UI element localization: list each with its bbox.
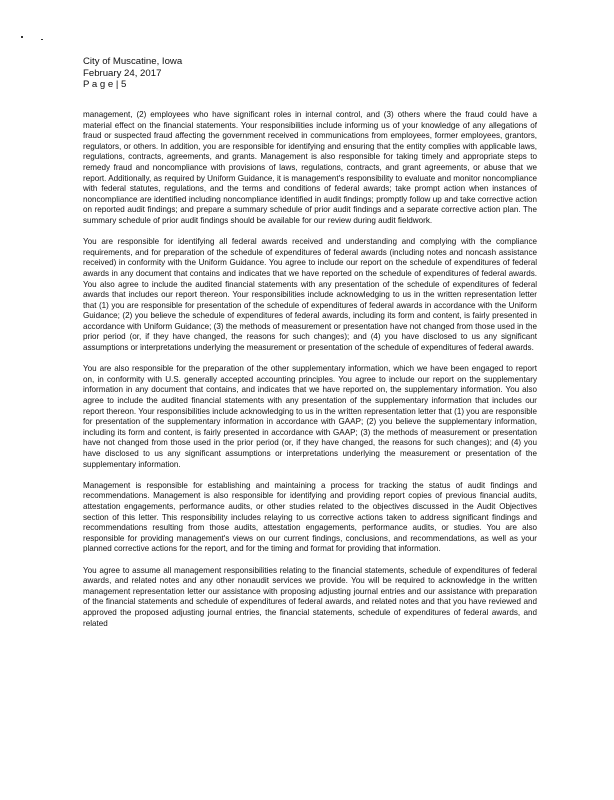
paragraph-supplementary-information: You are also responsible for the preparation of the other supplementary information, which we have been engaged to report on, in conformity with U.S. generally accepted accounting principles. You agree to include our report on the supplementary information in any document that contains, and indicates that we have reported on, the supplementary information. You also agree to include the audited financial statements with any presentation of the supplementary information that includes our report thereon. Your responsibilities include acknowledging to us in the written representation letter that (1) you are responsible for presentation of the supplementary information in accordance with GAAP; (2) you believe the supplementary information, including its form and content, is fairly presented in accordance with GAAP; (3) the methods of measurement or presentation have not changed from those used in the prior period (or, if they have changed, the reasons for such changes); and (4) you have disclosed to us any significant assumptions or interpretations underlying the measurement or presentation of the supplementary information.	[83, 364, 537, 469]
paragraph-federal-awards: You are responsible for identifying all federal awards received and understanding and complying with the compliance requirements, and for preparation of the schedule of expenditures of federal awards (including notes and noncash assistance received) in conformity with the Uniform Guidance. You agree to include our report on the schedule of expenditures of federal awards in any document that contains and indicates that we have reported on the schedule of expenditures of federal awards. You also agree to include the audited financial statements with any presentation of the schedule of expenditures of federal awards that includes our report thereon. Your responsibilities include acknowledging to us in the written representation letter that (1) you are responsible for presentation of the schedule of expenditures of federal awards in accordance with the Uniform Guidance; (2) you believe the schedule of expenditures of federal awards, including its form and content, is fairly presented in accordance with Uniform Guidance; (3) the methods of measurement or presentation have not changed from those used in the prior period (or, if they have changed, the reasons for such changes); and (4) you have disclosed to us any significant assumptions or interpretations underlying the measurement or presentation of the schedule of expenditures of federal awards.	[83, 237, 537, 353]
scan-speck	[41, 39, 43, 40]
paragraph-management-responsibilities: You agree to assume all management responsibilities relating to the financial statements, schedule of expenditures of federal awards, and related notes and any other nonaudit services we provide. You will be required to acknowledge in the written management representation letter our assistance with proposing adjusting journal entries and our assistance with preparation of the financial statements and schedule of expenditures of federal awards, and related notes and that you have reviewed and approved the proposed adjusting journal entries, the financial statements, schedule of expenditures of federal awards, and related	[83, 565, 537, 628]
paragraph-audit-findings-tracking: Management is responsible for establishing and maintaining a process for tracking the status of audit findings and recommendations. Management is also responsible for identifying and providing report copies of previous financial audits, attestation engagements, performance audits, or other studies related to the objectives discussed in the Audit Objectives section of this letter. This responsibility includes relaying to us corrective actions taken to address significant findings and recommendations resulting from those audits, attestation engagements, performance audits, or studies. You are also responsible for providing management's views on our current findings, conclusions, and recommendations, as well as your planned corrective actions for the report, and for the timing and format for providing that information.	[83, 480, 537, 554]
header-city: City of Muscatine, Iowa	[83, 56, 183, 67]
header-page-number: P a g e | 5	[83, 79, 127, 90]
letter-header	[83, 56, 182, 91]
scan-speck	[21, 36, 23, 38]
header-date: February 24, 2017	[83, 67, 162, 79]
paragraph-fraud-compliance: management, (2) employees who have significant roles in internal control, and (3) others where the fraud could have a material effect on the financial statements. Your responsibilities include informing us of your knowledge of any allegations of fraud or suspected fraud affecting the government received in communications from employees, former employees, grantors, regulators, or others. In addition, you are responsible for identifying and ensuring that the entity complies with applicable laws, regulations, contracts, agreements, and grants. Management is also responsible for taking timely and appropriate steps to remedy fraud and noncompliance with provisions of laws, regulations, contracts, and grant agreements, or abuse that we report. Additionally, as required by Uniform Guidance, it is management's responsibility to evaluate and monitor noncompliance with federal statutes, regulations, and the terms and conditions of federal awards; take prompt action when instances of noncompliance are identified including noncompliance identified in audit findings; promptly follow up and take corrective action on reported audit findings; and prepare a summary schedule of prior audit findings and a separate corrective action plan. The summary schedule of prior audit findings should be available for our review during audit fieldwork.	[83, 110, 537, 225]
letter-body	[83, 110, 537, 640]
